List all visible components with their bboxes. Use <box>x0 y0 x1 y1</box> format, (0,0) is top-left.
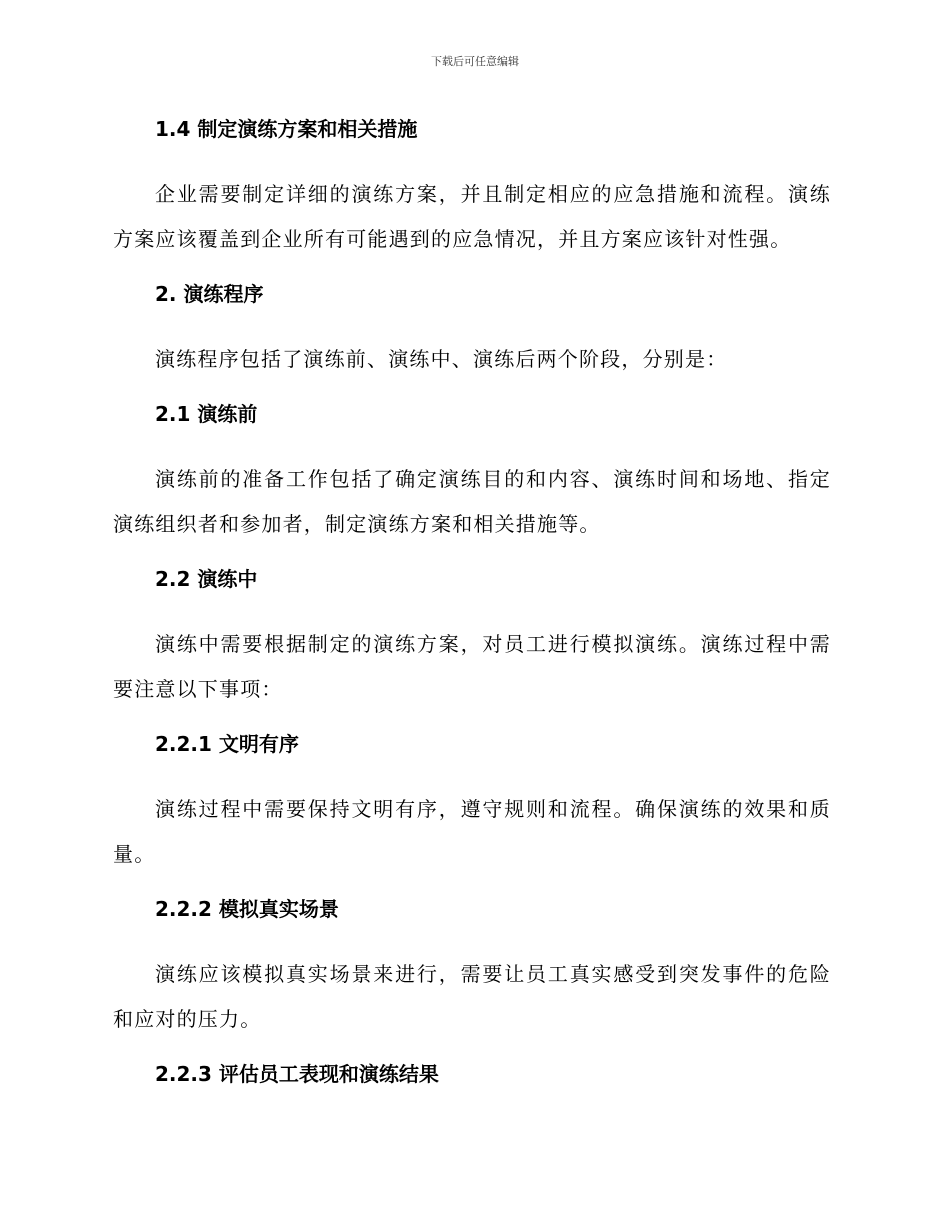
section-paragraph-2: 演练程序包括了演练前、演练中、演练后两个阶段，分别是： <box>155 347 728 371</box>
page-header: 下载后可任意编辑 <box>431 55 519 68</box>
section-paragraph-2-2-1: 演练过程中需要保持文明有序，遵守规则和流程。确保演练的效果和质量。 <box>113 797 831 866</box>
section-paragraph-2-2-2: 演练应该模拟真实场景来进行，需要让员工真实感受到突发事件的危险和应对的压力。 <box>113 962 831 1031</box>
section-heading-2-2: 2.2 演练中 <box>155 567 258 591</box>
section-heading-2-2-1: 2.2.1 文明有序 <box>155 732 299 756</box>
section-heading-2-2-3: 2.2.3 评估员工表现和演练结果 <box>155 1062 439 1086</box>
section-heading-2-2-2: 2.2.2 模拟真实场景 <box>155 897 339 921</box>
section-paragraph-2-1: 演练前的准备工作包括了确定演练目的和内容、演练时间和场地、指定演练组织者和参加者，制定演练方案和相关措施等。 <box>113 467 831 536</box>
section-heading-2-1: 2.1 演练前 <box>155 402 258 426</box>
document-body <box>113 112 831 1091</box>
section-heading-1-4: 1.4 制定演练方案和相关措施 <box>155 117 418 141</box>
section-paragraph-2-2: 演练中需要根据制定的演练方案，对员工进行模拟演练。演练过程中需要注意以下事项： <box>113 632 831 701</box>
section-paragraph-1-4: 企业需要制定详细的演练方案，并且制定相应的应急措施和流程。演练方案应该覆盖到企业所有可能遇到的应急情况，并且方案应该针对性强。 <box>113 182 831 251</box>
section-heading-2: 2. 演练程序 <box>155 282 264 306</box>
